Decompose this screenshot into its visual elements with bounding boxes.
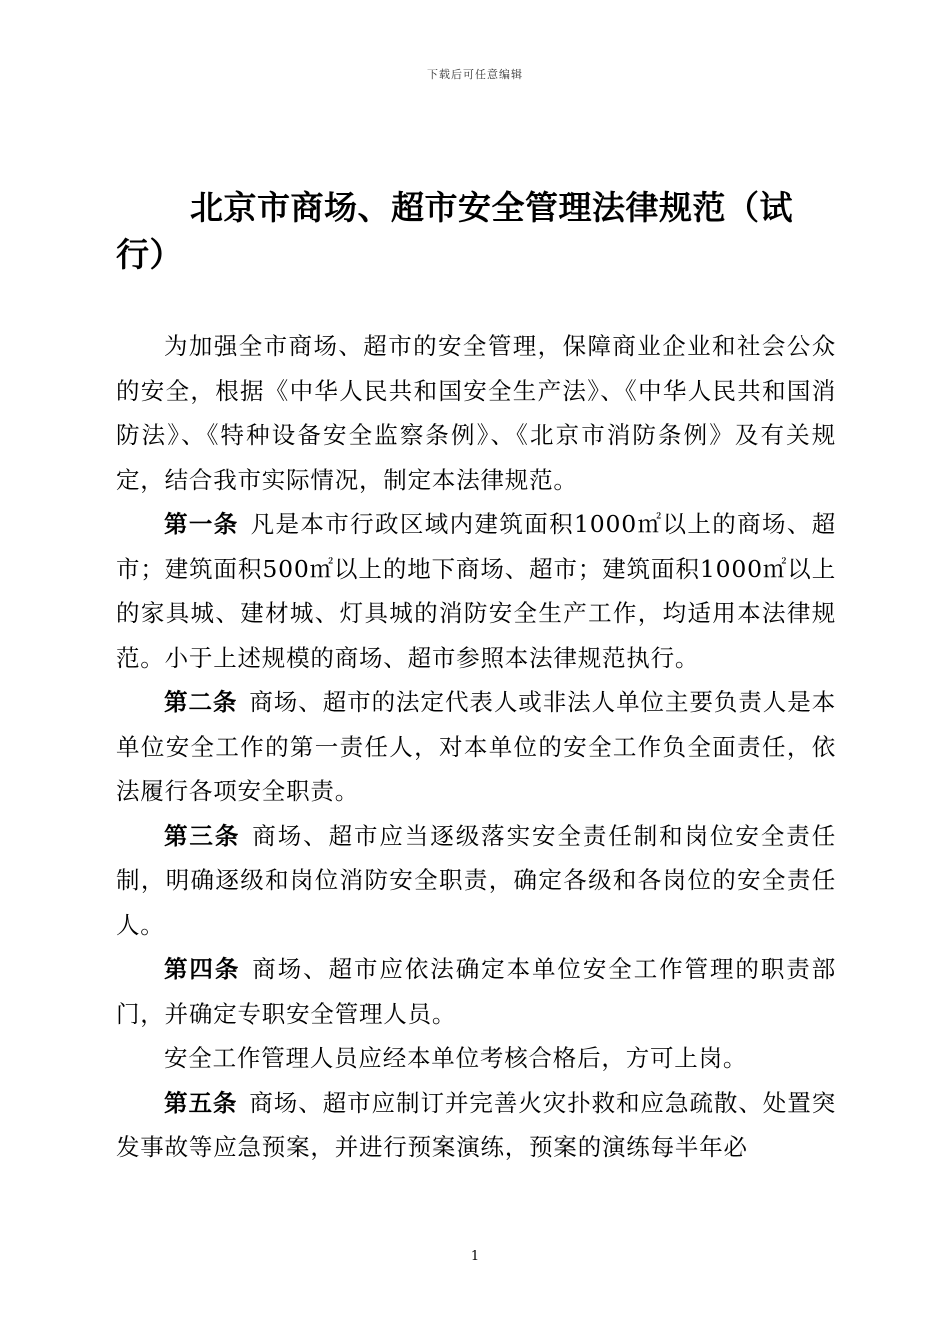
paragraph-text: 商场、超市应当逐级落实安全责任制和岗位安全责任制，明确逐级和岗位消防安全职责，确定各级和各岗位的安全责任人。	[116, 821, 837, 939]
article-label: 第五条	[164, 1088, 238, 1117]
article-label: 第四条	[164, 955, 241, 983]
preamble-paragraph	[116, 324, 836, 502]
page-header: 下载后可任意编辑	[427, 68, 523, 81]
paragraph-text: 商场、超市的法定代表人或非法人单位主要负责人是本单位安全工作的第一责任人，对本单位的安全工作负全面责任，依法履行各项安全职责。	[116, 688, 837, 805]
article-label: 第三条	[164, 821, 241, 850]
article-4-paragraph	[116, 947, 836, 1036]
article-4-continuation-paragraph	[116, 1036, 836, 1081]
article-1-paragraph	[116, 502, 836, 680]
document-body	[116, 324, 836, 1170]
paragraph-text: 商场、超市应制订并完善火灾扑救和应急疏散、处置突发事故等应急预案，并进行预案演练，预案的演练每半年必	[116, 1088, 837, 1161]
paragraph-text: 为加强全市商场、超市的安全管理，保障商业企业和社会公众的安全，根据《中华人民共和国安全生产法》、《中华人民共和国消防法》、《特种设备安全监察条例》、《北京市消防条例》及有关规定，结合我市实际情况，制定本法律规范。	[116, 332, 836, 494]
page-number: 1	[470, 1249, 480, 1264]
article-5-paragraph	[116, 1081, 836, 1170]
article-2-paragraph	[116, 680, 836, 814]
paragraph-text: 商场、超市应依法确定本单位安全工作管理的职责部门，并确定专职安全管理人员。	[116, 955, 837, 1028]
paragraph-text: 安全工作管理人员应经本单位考核合格后，方可上岗。	[164, 1044, 748, 1072]
article-label: 第一条	[164, 510, 239, 538]
article-label: 第二条	[164, 688, 238, 716]
article-3-paragraph	[116, 814, 836, 948]
paragraph-text: 凡是本市行政区域内建筑面积1000㎡以上的商场、超市；建筑面积500㎡以上的地下商场、超市；建筑面积1000㎡以上的家具城、建材城、灯具城的消防安全生产工作，均适用本法律规范。小于上述规模的商场、超市参照本法律规范执行。	[116, 510, 836, 672]
document-title: 北京市商场、超市安全管理法律规范（试行）	[116, 188, 793, 274]
